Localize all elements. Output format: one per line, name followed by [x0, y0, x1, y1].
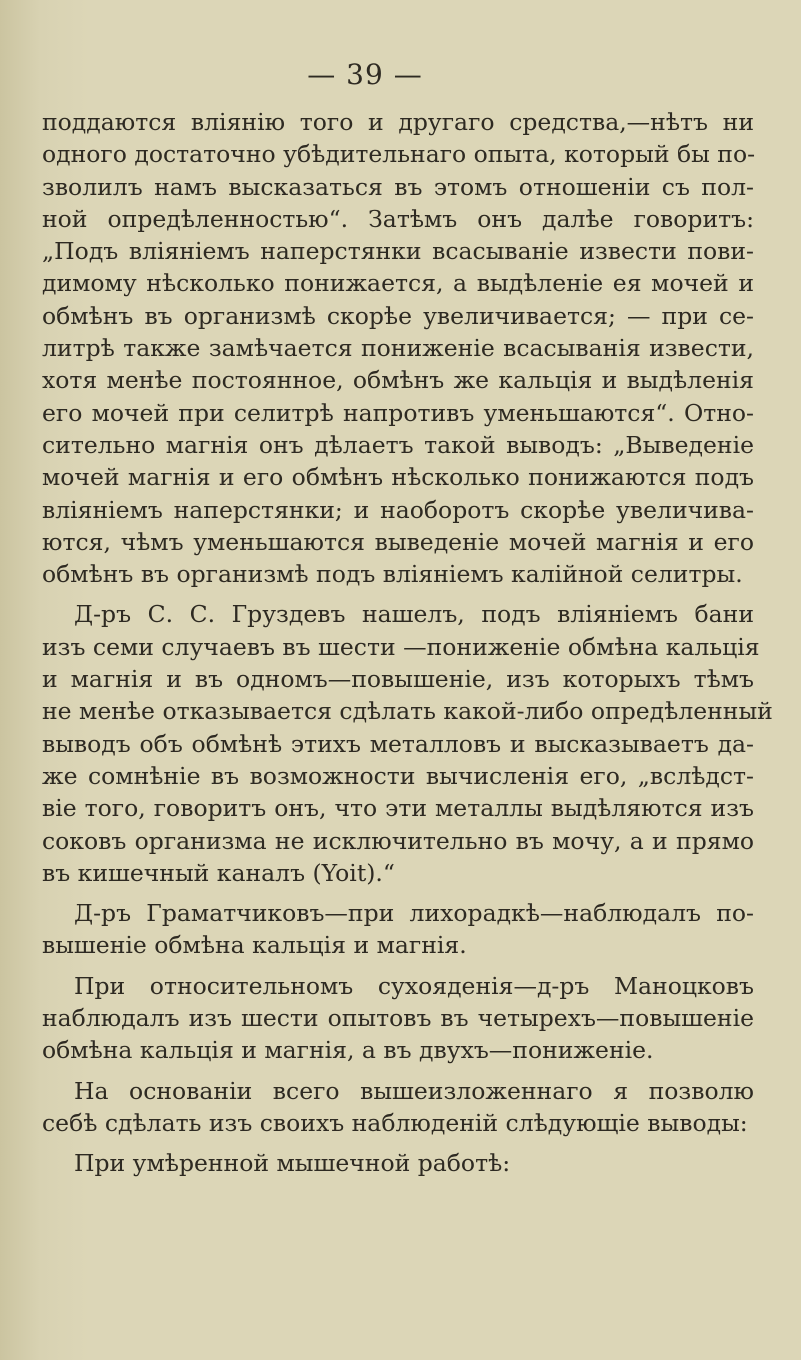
paragraph-gap [42, 889, 754, 897]
text-line: и магнія и въ одномъ—повышеніе, изъ которыхъ тѣмъ [42, 665, 754, 694]
text-line: обмѣна кальція и магнія, а въ двухъ—пониженіе. [42, 1036, 654, 1065]
text-line: При умѣренной мышечной работѣ: [74, 1149, 511, 1178]
text-line: „Подъ вліяніемъ наперстянки всасываніе извести пови- [42, 237, 754, 266]
paragraph-gap [42, 590, 754, 598]
text-line: хотя менѣе постоянное, обмѣнъ же кальція и выдѣленія [42, 366, 754, 395]
text-line: соковъ организма не исключительно въ мочу, а и прямо [42, 826, 754, 855]
text-line: поддаются вліянію того и другаго средства,—нѣтъ ни [42, 108, 754, 136]
text-line: На основаніи всего вышеизложеннаго я позволю [74, 1076, 754, 1105]
text-line: ются, чѣмъ уменьшаются выведеніе мочей магнія и его [42, 527, 754, 556]
paragraph-2 [42, 598, 773, 889]
paragraph-5 [42, 1075, 754, 1140]
text-line: изъ семи случаевъ въ шести —пониженіе обмѣна кальція [42, 632, 760, 661]
text-line: его мочей при селитрѣ напротивъ уменьшаются“. Отно- [42, 398, 754, 427]
text-line: Д-ръ Граматчиковъ—при лихорадкѣ—наблюдалъ по- [74, 899, 754, 928]
text-line: обмѣнъ въ организмѣ подъ вліяніемъ калійной селитры. [42, 560, 743, 589]
text-line: Д-ръ С. С. Груздевъ нашелъ, подъ вліяніемъ бани [74, 600, 754, 629]
text-line: себѣ сдѣлать изъ своихъ наблюденій слѣдующіе выводы: [42, 1108, 748, 1137]
text-line: При относительномъ сухояденія—д-ръ Маноцковъ [74, 971, 754, 1000]
paragraph-gap [42, 962, 754, 970]
paragraph-1 [42, 106, 754, 590]
text-line: вышеніе обмѣна кальція и магнія. [42, 931, 467, 960]
text-line: выводъ объ обмѣнѣ этихъ металловъ и высказываетъ да- [42, 729, 754, 758]
paragraph-3 [42, 897, 754, 962]
text-line: сительно магнія онъ дѣлаетъ такой выводъ: „Выведеніе [42, 430, 754, 459]
text-line: ной опредѣленностью“. Затѣмъ онъ далѣе говоритъ: [42, 204, 754, 233]
text-line: въ кишечный каналъ (Yoit).“ [42, 858, 395, 887]
paragraph-gap [42, 1139, 754, 1147]
paragraph-4 [42, 970, 754, 1067]
text-line: литрѣ также замѣчается пониженіе всасыванія извести, [42, 334, 754, 363]
text-line: віе того, говоритъ онъ, что эти металлы выдѣляются изъ [42, 794, 754, 823]
text-line: димому нѣсколько понижается, а выдѣленіе ея мочей и [42, 269, 754, 298]
text-line: наблюдалъ изъ шести опытовъ въ четырехъ—повышеніе [42, 1004, 754, 1033]
text-line: же сомнѣніе въ возможности вычисленія его, „вслѣдст- [42, 761, 754, 790]
page-number: — 39 — [307, 58, 423, 91]
text-line: зволилъ намъ высказаться въ этомъ отношеніи съ пол- [42, 172, 754, 201]
text-line: вліяніемъ наперстянки; и наоборотъ скорѣе увеличива- [42, 495, 754, 524]
text-line: обмѣнъ въ организмѣ скорѣе увеличивается; — при се- [42, 301, 754, 330]
text-line: мочей магнія и его обмѣнъ нѣсколько понижаются подъ [42, 463, 754, 492]
paragraph-6 [42, 1147, 754, 1179]
text-line: не менѣе отказывается сдѣлать какой-либо опредѣленный [42, 697, 773, 726]
paragraph-gap [42, 1067, 754, 1075]
text-line: одного достаточно убѣдительнаго опыта, который бы по- [42, 140, 756, 169]
body-text [42, 106, 773, 1180]
